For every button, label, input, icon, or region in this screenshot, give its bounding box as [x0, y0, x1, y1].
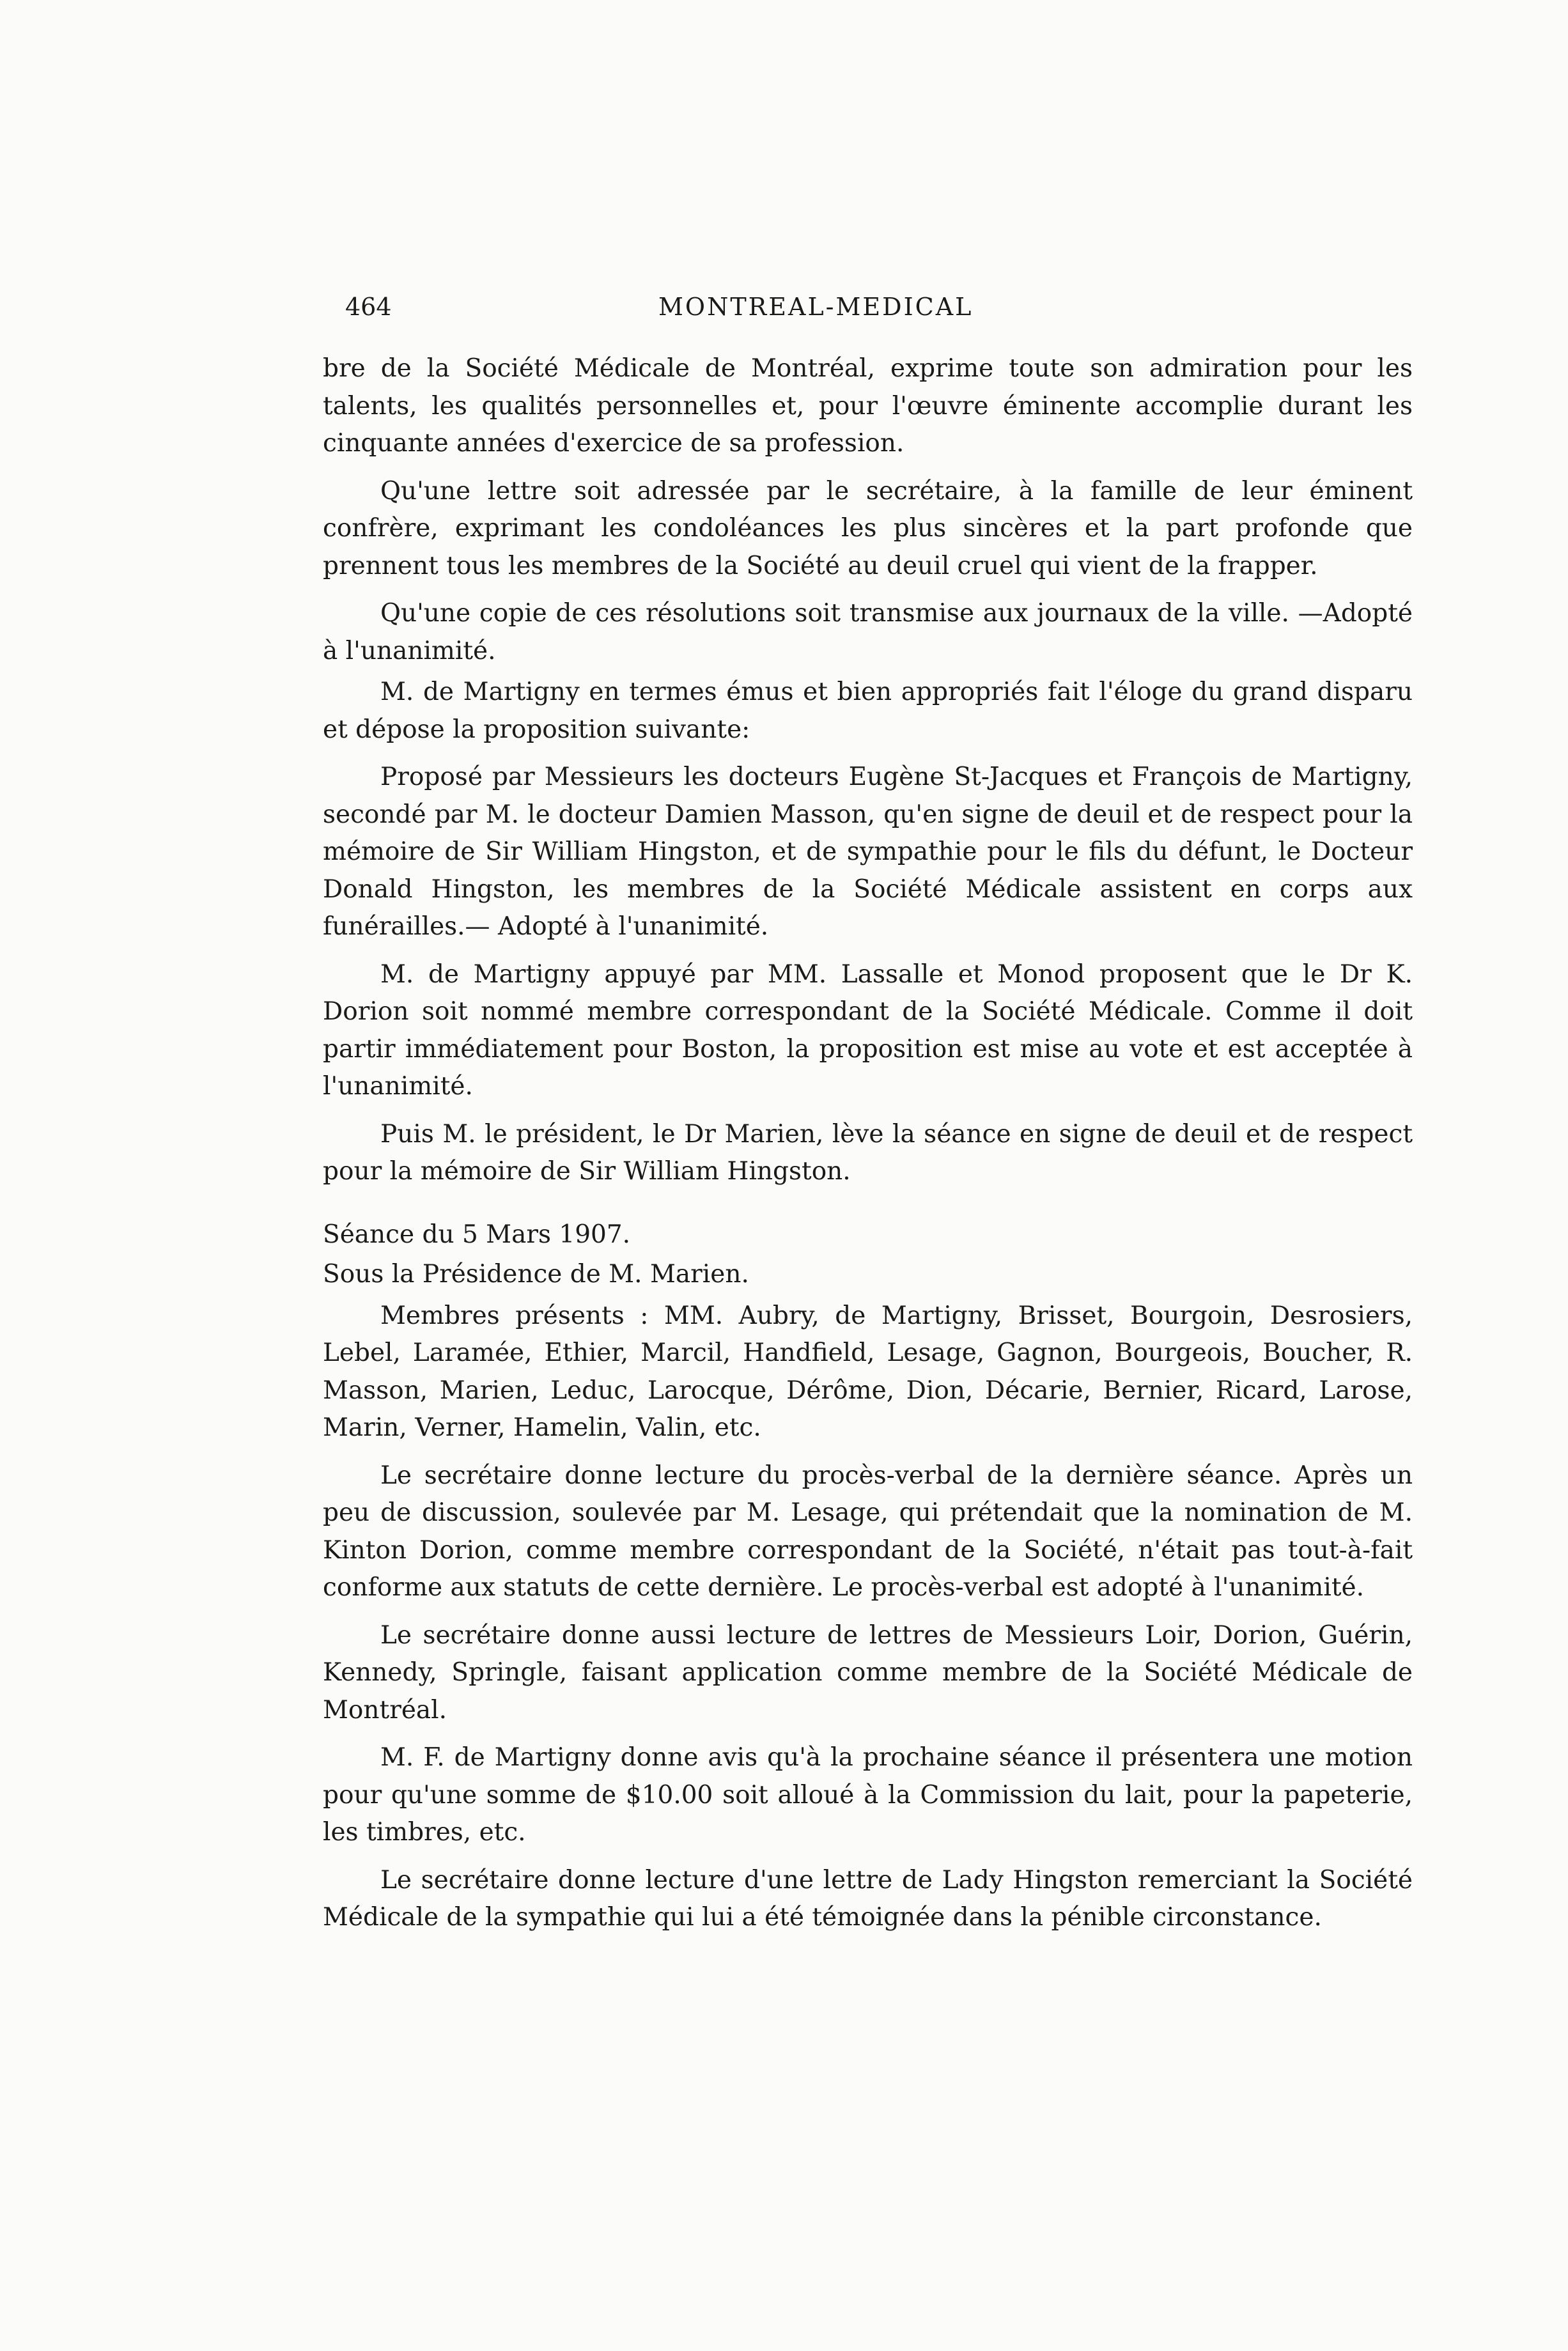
presidency: Sous la Présidence de M. Marien.: [323, 1260, 749, 1289]
page-header: [345, 289, 1406, 327]
body-text: [323, 350, 1413, 1947]
paragraph-continuation: bre de la Société Médicale de Montréal, exprime toute son admiration pour les talents, les qualités personnelles et, pour l'œuvre éminente accomplie durant les cinquante années d'exercice de sa profession.: [323, 354, 1413, 458]
paragraph-close-session: Puis M. le président, le Dr Marien, lève la séance en signe de deuil et de respect pour la mémoire de Sir William Hingston.: [323, 1119, 1413, 1186]
session-date: Séance du 5 Mars 1907.: [323, 1220, 631, 1249]
paragraph-proces-verbal: Le secrétaire donne lecture du procès-verbal de la dernière séance. Après un peu de discussion, soulevée par M. Lesage, qui prétendait que la nomination de M. Kinton Dorion, comme membre correspondant de la Société, n'était pas tout-à-fait conforme aux statuts de cette dernière. Le procès-verbal est adopté à l'unanimité.: [323, 1461, 1413, 1602]
paragraph-motion-notice: M. F. de Martigny donne avis qu'à la prochaine séance il présentera une motion pour qu'une somme de $10.00 soit alloué à la Commission du lait, pour la papeterie, les timbres, etc.: [323, 1743, 1413, 1847]
paragraph-letters: Le secrétaire donne aussi lecture de lettres de Messieurs Loir, Dorion, Guérin, Kennedy, Springle, faisant application comme membre de la Société Médicale de Montréal.: [323, 1620, 1413, 1725]
page-number: 464: [345, 293, 392, 321]
paragraph-copy-resolutions: Qu'une copie de ces résolutions soit transmise aux journaux de la ville. —Adopté à l'unanimité.: [323, 599, 1413, 665]
running-title: MONTREAL-MEDICAL: [658, 293, 974, 321]
paragraph-proposition-dorion: M. de Martigny appuyé par MM. Lassalle et Monod proposent que le Dr K. Dorion soit nommé membre correspondant de la Société Médicale. Comme il doit partir immédiatement pour Boston, la proposition est mise au vote et est acceptée à l'unanimité.: [323, 959, 1413, 1101]
paragraph-lady-hingston: Le secrétaire donne lecture d'une lettre de Lady Hingston remerciant la Société Médicale de la sympathie qui lui a été témoignée dans la pénible circonstance.: [323, 1865, 1413, 1932]
paragraph-letter-family: Qu'une lettre soit adressée par le secrétaire, à la famille de leur éminent confrère, exprimant les condoléances les plus sincères et la part profonde que prennent tous les membres de la Société au deuil cruel qui vient de la frapper.: [323, 476, 1413, 580]
paragraph-proposition-funeral: Proposé par Messieurs les docteurs Eugène St-Jacques et François de Martigny, secondé par M. le docteur Damien Masson, qu'en signe de deuil et de respect pour la mémoire de Sir William Hingston, et de sympathie pour le fils du défunt, le Docteur Donald Hingston, les membres de la Société Médicale assistent en corps aux funérailles.— Adopté à l'unanimité.: [323, 763, 1413, 941]
paragraph-eloge: M. de Martigny en termes émus et bien appropriés fait l'éloge du grand disparu et dépose la proposition suivante:: [323, 678, 1413, 744]
paragraph-members-present: Membres présents : MM. Aubry, de Martigny, Brisset, Bourgoin, Desrosiers, Lebel, Laramée, Ethier, Marcil, Handfield, Lesage, Gagnon, Bourgeois, Boucher, R. Masson, Marien, Leduc, Larocque, Dérôme, Dion, Décarie, Bernier, Ricard, Larose, Marin, Verner, Hamelin, Valin, etc.: [323, 1301, 1413, 1442]
